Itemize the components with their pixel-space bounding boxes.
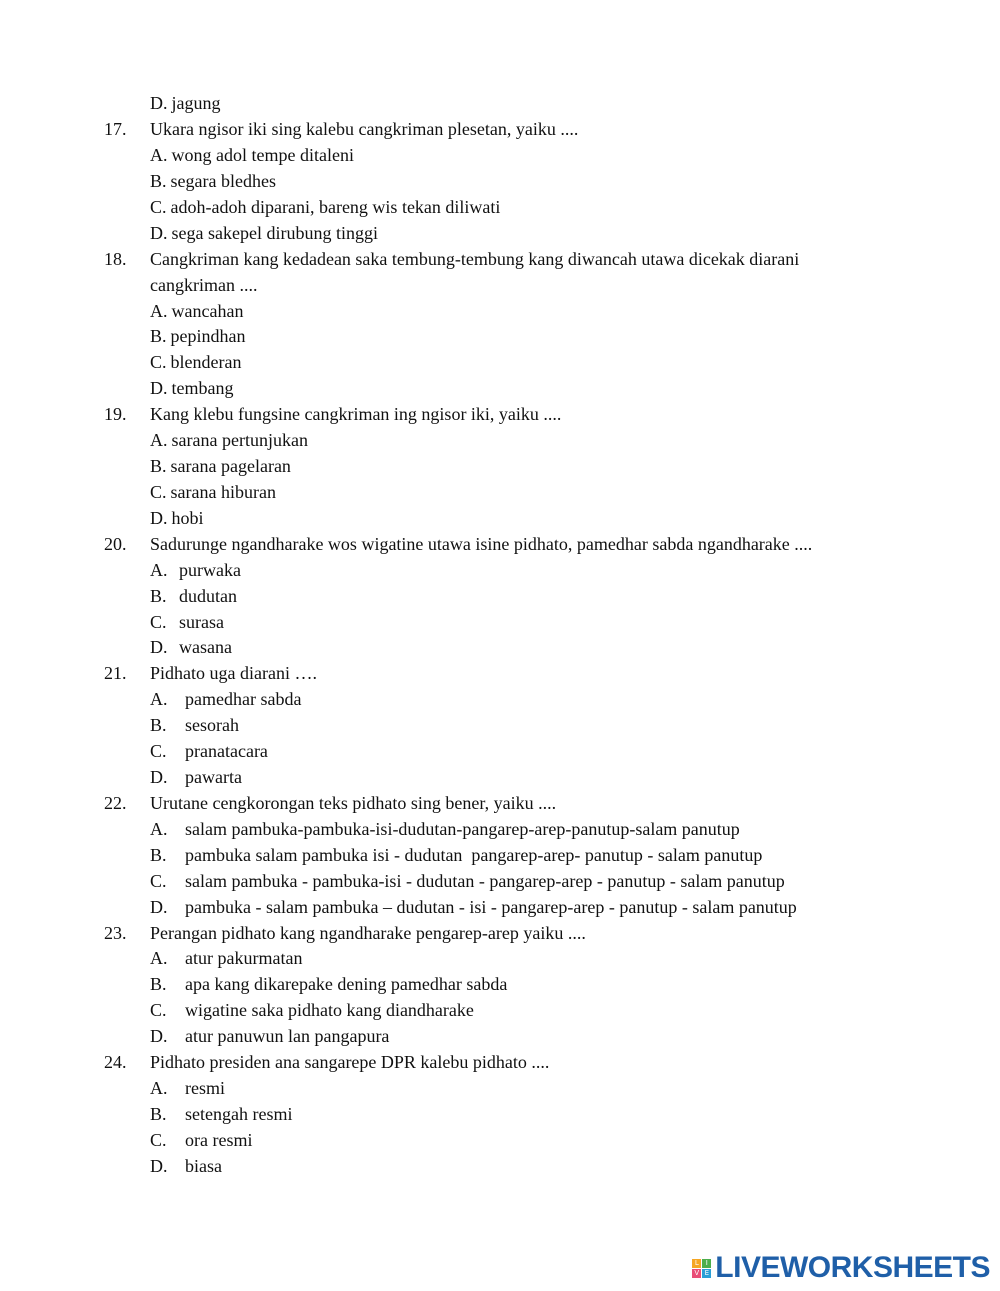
option-letter: B. xyxy=(150,326,167,346)
option-item xyxy=(150,1127,252,1153)
option-text: sarana pertunjukan xyxy=(171,430,308,450)
option-text: purwaka xyxy=(179,560,241,580)
option-text: setengah resmi xyxy=(185,1104,293,1124)
question-text: cangkriman .... xyxy=(150,275,258,295)
option-letter: D. xyxy=(150,1026,168,1046)
option-letter: A. xyxy=(150,689,168,709)
option-text: blenderan xyxy=(170,352,242,372)
option-item xyxy=(150,375,233,401)
option-item xyxy=(150,194,500,220)
option-text: resmi xyxy=(185,1078,225,1098)
option-item xyxy=(150,842,762,868)
question-number: 22. xyxy=(104,793,127,813)
option-text: tembang xyxy=(171,378,234,398)
option-text: sarana pagelaran xyxy=(170,456,291,476)
option-item xyxy=(150,583,237,609)
option-letter: B. xyxy=(150,974,167,994)
option-item xyxy=(150,971,507,997)
option-item xyxy=(150,816,740,842)
option-letter: A. xyxy=(150,819,168,839)
question-text: Kang klebu fungsine cangkriman ing ngisor iki, yaiku .... xyxy=(150,404,562,424)
logo-mark-cell: V xyxy=(692,1269,701,1278)
option-letter: C. xyxy=(150,1000,167,1020)
question-number: 24. xyxy=(104,1052,127,1072)
option-letter: D. xyxy=(150,93,168,113)
option-item xyxy=(150,764,242,790)
option-item xyxy=(150,557,241,583)
option-letter: A. xyxy=(150,560,168,580)
option-D-q16 xyxy=(150,90,221,116)
option-letter: B. xyxy=(150,845,167,865)
option-item xyxy=(150,609,224,635)
option-text: wigatine saka pidhato kang diandharake xyxy=(185,1000,474,1020)
question-text: Sadurunge ngandharake wos wigatine utawa isine pidhato, pamedhar sabda ngandharake .... xyxy=(150,534,813,554)
option-text: hobi xyxy=(171,508,204,528)
option-letter: D. xyxy=(150,378,168,398)
option-item xyxy=(150,868,785,894)
option-item xyxy=(150,945,302,971)
option-text: wong adol tempe ditaleni xyxy=(171,145,354,165)
option-item xyxy=(150,894,797,920)
option-letter: B. xyxy=(150,586,167,606)
option-letter: A. xyxy=(150,1078,168,1098)
logo-text: LIVEWORKSHEETS xyxy=(715,1251,990,1284)
option-letter: D. xyxy=(150,767,168,787)
option-letter: A. xyxy=(150,301,168,321)
option-item xyxy=(150,686,301,712)
option-letter: D. xyxy=(150,897,168,917)
option-text: adoh-adoh diparani, bareng wis tekan diliwati xyxy=(170,197,501,217)
option-text: dudutan xyxy=(179,586,237,606)
question-text: Cangkriman kang kedadean saka tembung-tembung kang diwancah utawa dicekak diarani xyxy=(150,249,800,269)
option-item xyxy=(150,1153,222,1179)
option-text: pepindhan xyxy=(170,326,246,346)
option-letter: C. xyxy=(150,871,167,891)
option-item xyxy=(150,427,308,453)
option-text: wasana xyxy=(179,637,232,657)
option-item xyxy=(150,505,204,531)
option-letter: D. xyxy=(150,223,168,243)
question-number: 21. xyxy=(104,663,127,683)
option-letter: B. xyxy=(150,456,167,476)
option-text: atur pakurmatan xyxy=(185,948,303,968)
option-item xyxy=(150,323,246,349)
option-text: pambuka - salam pambuka – dudutan - isi - pangarep-arep - panutup - salam panutup xyxy=(185,897,797,917)
question-number: 19. xyxy=(104,404,127,424)
option-text: segara bledhes xyxy=(170,171,276,191)
option-letter: C. xyxy=(150,482,167,502)
question-number: 23. xyxy=(104,923,127,943)
option-item xyxy=(150,1075,225,1101)
option-text: surasa xyxy=(179,612,224,632)
question-number: 18. xyxy=(104,249,127,269)
option-letter: A. xyxy=(150,145,168,165)
option-item xyxy=(150,1023,389,1049)
option-text: pambuka salam pambuka isi - dudutan pangarep-arep- panutup - salam panutup xyxy=(185,845,763,865)
option-item xyxy=(150,712,239,738)
option-letter: D. xyxy=(150,508,168,528)
option-text: apa kang dikarepake dening pamedhar sabda xyxy=(185,974,508,994)
question-text: Urutane cengkorongan teks pidhato sing bener, yaiku .... xyxy=(150,793,557,813)
option-text: pranatacara xyxy=(185,741,268,761)
option-letter: C. xyxy=(150,1130,167,1150)
option-item xyxy=(150,634,232,660)
question-text: Pidhato presiden ana sangarepe DPR kalebu pidhato .... xyxy=(150,1052,550,1072)
option-item xyxy=(150,738,268,764)
option-item xyxy=(150,1101,292,1127)
option-item xyxy=(150,453,291,479)
option-item xyxy=(150,168,276,194)
question-text: Ukara ngisor iki sing kalebu cangkriman plesetan, yaiku .... xyxy=(150,119,579,139)
option-text: biasa xyxy=(185,1156,222,1176)
option-letter: D. xyxy=(150,637,168,657)
option-text: jagung xyxy=(171,93,221,113)
option-text: pawarta xyxy=(185,767,242,787)
option-item xyxy=(150,997,474,1023)
question-number: 17. xyxy=(104,119,127,139)
option-text: salam pambuka - pambuka-isi - dudutan - pangarep-arep - panutup - salam panutup xyxy=(185,871,785,891)
option-item xyxy=(150,220,378,246)
option-text: pamedhar sabda xyxy=(185,689,302,709)
option-letter: C. xyxy=(150,352,167,372)
option-item xyxy=(150,142,354,168)
option-item xyxy=(150,349,241,375)
option-text: sarana hiburan xyxy=(170,482,276,502)
logo-mark-icon xyxy=(692,1259,711,1278)
option-letter: B. xyxy=(150,715,167,735)
option-letter: B. xyxy=(150,1104,167,1124)
option-letter: D. xyxy=(150,1156,168,1176)
option-letter: A. xyxy=(150,948,168,968)
option-text: sega sakepel dirubung tinggi xyxy=(171,223,378,243)
question-text: Perangan pidhato kang ngandharake pengarep-arep yaiku .... xyxy=(150,923,586,943)
option-item xyxy=(150,479,276,505)
logo-mark-cell: E xyxy=(702,1269,711,1278)
liveworksheets-logo[interactable] xyxy=(692,1251,990,1285)
option-text: salam pambuka-pambuka-isi-dudutan-pangarep-arep-panutup-salam panutup xyxy=(185,819,740,839)
option-letter: A. xyxy=(150,430,168,450)
option-letter: B. xyxy=(150,171,167,191)
option-letter: C. xyxy=(150,741,167,761)
option-text: atur panuwun lan pangapura xyxy=(185,1026,390,1046)
option-letter: C. xyxy=(150,197,167,217)
logo-mark-cell: L xyxy=(692,1259,701,1268)
option-text: ora resmi xyxy=(185,1130,253,1150)
option-text: sesorah xyxy=(185,715,239,735)
question-text: Pidhato uga diarani …. xyxy=(150,663,317,683)
option-letter: C. xyxy=(150,612,167,632)
option-item xyxy=(150,298,243,324)
question-number: 20. xyxy=(104,534,127,554)
option-text: wancahan xyxy=(171,301,244,321)
logo-mark-cell: I xyxy=(702,1259,711,1268)
